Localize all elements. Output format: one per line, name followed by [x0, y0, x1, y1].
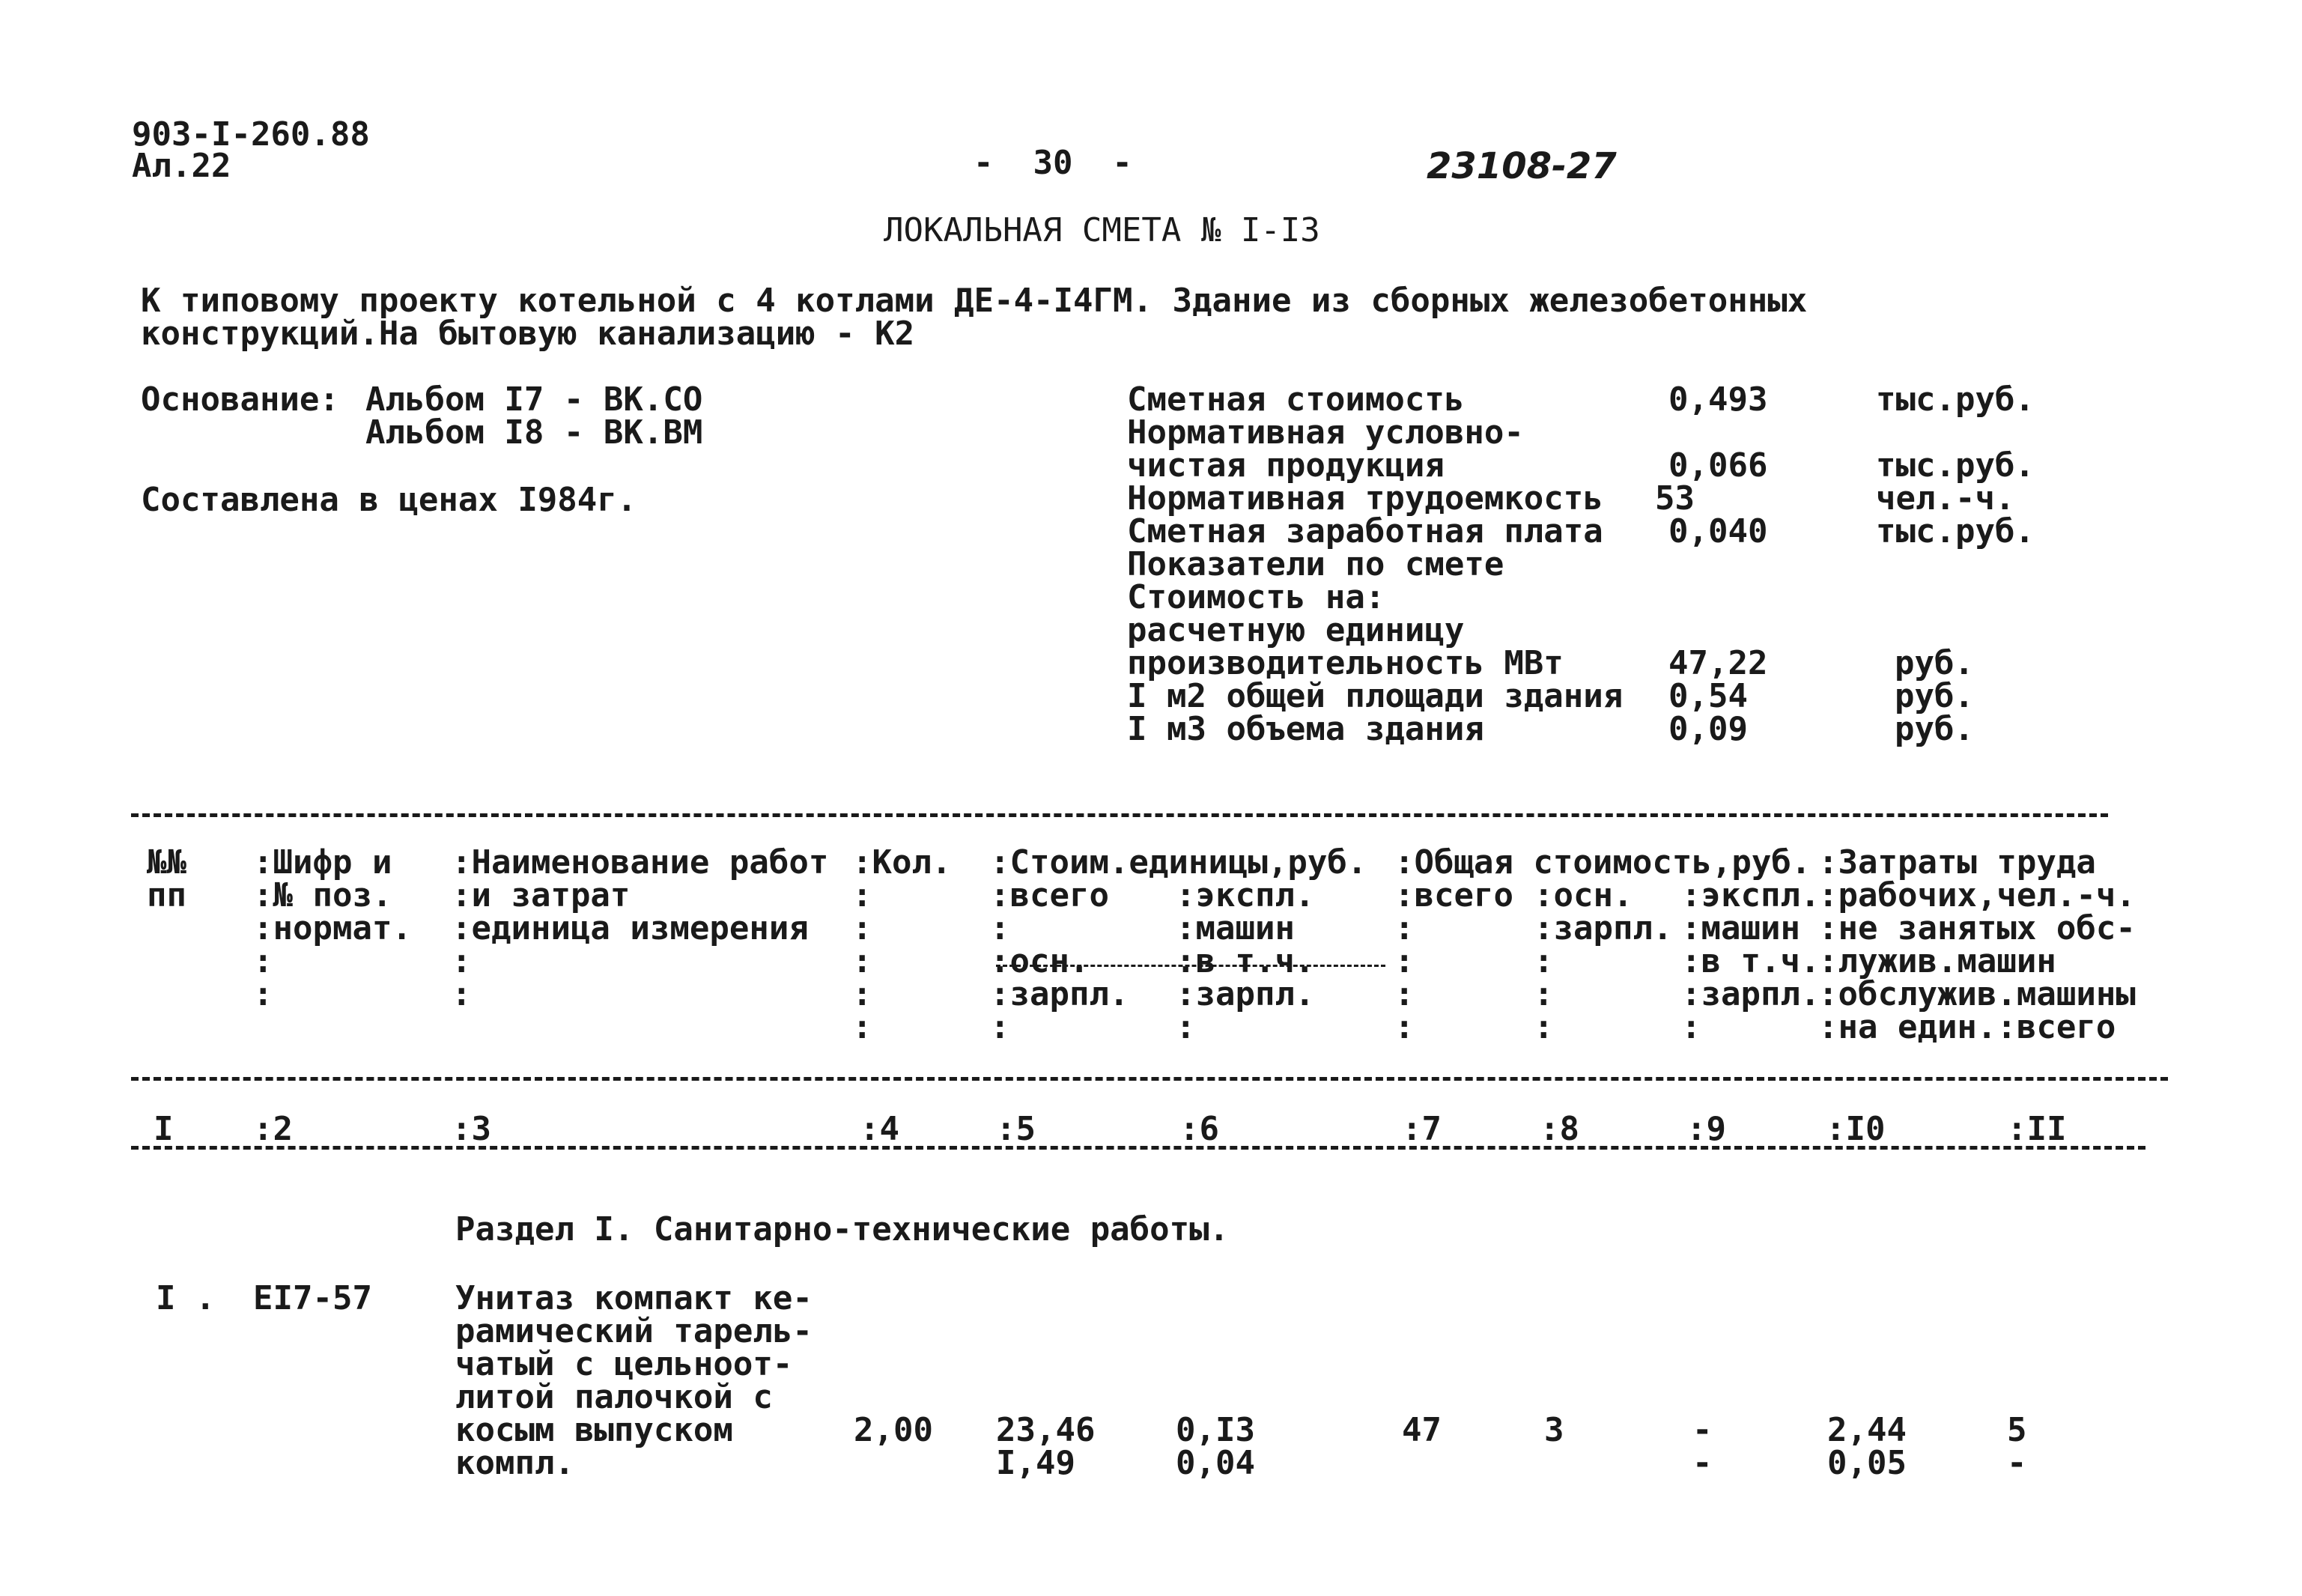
header-line: :на един.:всего — [1818, 1008, 2116, 1046]
header-line: :экспл. — [1176, 876, 1315, 914]
header-line: :нормат. — [253, 909, 412, 947]
summary-value: 47,22 — [1668, 644, 1768, 682]
header-line: :всего — [1394, 876, 1513, 914]
header-line: :зарпл. — [1176, 975, 1315, 1013]
header-line: : — [253, 942, 273, 980]
header-line: :лужив.машин — [1818, 942, 2056, 980]
summary-label: Сметная стоимость — [1127, 380, 1465, 419]
column-number: :I0 — [1826, 1110, 1886, 1148]
summary-value: 0,54 — [1668, 677, 1748, 715]
column-number: :7 — [1402, 1110, 1442, 1148]
summary-label: Нормативная трудоемкость — [1127, 479, 1603, 518]
header-line: : — [1394, 909, 1415, 947]
header-line: :Общая стоимость,руб. — [1394, 843, 1811, 882]
header-line: :зарпл. — [1534, 909, 1673, 947]
price-basis: Составлена в ценах I984г. — [141, 481, 637, 519]
row-unit-total: 23,46 — [996, 1411, 1096, 1449]
header-line: : — [452, 942, 472, 980]
header-line: №№ — [147, 843, 186, 882]
row-labor-unit-machines: 0,05 — [1827, 1444, 1907, 1482]
summary-unit: чел.-ч. — [1876, 479, 2015, 518]
header-line: : — [990, 909, 1010, 947]
intro-line-2: конструкций.На бытовую канализацию - К2 — [141, 315, 915, 353]
header-line: : — [1681, 1008, 1701, 1046]
row-unit-wage: I,49 — [996, 1444, 1075, 1482]
summary-unit: тыс.руб. — [1876, 512, 2035, 550]
header-line: :рабочих,чел.-ч. — [1818, 876, 2136, 914]
header-line: : — [1394, 1008, 1415, 1046]
row-name-line: рамический тарель- — [455, 1312, 813, 1350]
table-top-rule — [131, 813, 2108, 817]
header-line: :Кол. — [852, 843, 952, 882]
summary-value: 0,09 — [1668, 710, 1748, 748]
table-header-rule — [131, 1077, 2168, 1081]
header-line: :осн. — [990, 942, 1090, 980]
row-total-machines: - — [1692, 1411, 1713, 1449]
header-line: : — [1534, 975, 1554, 1013]
header-line: : — [852, 876, 872, 914]
header-line: :в т.ч. — [1681, 942, 1820, 980]
intro-line-1: К типовому проекту котельной с 4 котлами ДЕ-4-I4ГМ. Здание из сборных железобетонных — [141, 282, 1808, 320]
header-line: : — [253, 975, 273, 1013]
header-line: : — [990, 1008, 1010, 1046]
summary-value: 53 — [1655, 479, 1695, 518]
summary-label: I м3 объема здания — [1127, 710, 1484, 748]
header-line: :Стоим.единицы,руб. — [990, 843, 1367, 882]
column-number: :6 — [1179, 1110, 1219, 1148]
row-quantity: 2,00 — [854, 1411, 933, 1449]
album-number: Ал.22 — [132, 147, 231, 185]
summary-label: чистая продукция — [1127, 446, 1445, 485]
header-line: : — [452, 975, 472, 1013]
row-code: EI7-57 — [253, 1279, 372, 1317]
header-line: : — [1176, 1008, 1196, 1046]
row-name-line: чатый с цельноот- — [455, 1345, 793, 1383]
row-unit-machines: 0,I3 — [1176, 1411, 1255, 1449]
section-title: Раздел I. Санитарно-технические работы. — [455, 1210, 1230, 1248]
header-line: :обслужив.машины — [1818, 975, 2136, 1013]
summary-label: Стоимость на: — [1127, 578, 1385, 616]
header-line: :в т.ч. — [1176, 942, 1315, 980]
header-line: пп — [147, 876, 186, 914]
row-labor-total: 5 — [2007, 1411, 2027, 1449]
header-line: : — [1534, 1008, 1554, 1046]
row-labor-unit: 2,44 — [1827, 1411, 1907, 1449]
header-line: : — [852, 975, 872, 1013]
column-number: :2 — [253, 1110, 293, 1148]
column-number: :4 — [860, 1110, 899, 1148]
row-name-line: литой палочкой с — [455, 1378, 773, 1416]
summary-label: I м2 общей площади здания — [1127, 677, 1624, 715]
row-total-wage: 3 — [1544, 1411, 1564, 1449]
header-line: :машин — [1681, 909, 1800, 947]
row-name-line: косым выпуском — [455, 1411, 733, 1449]
header-line: : — [1394, 942, 1415, 980]
summary-unit: тыс.руб. — [1876, 380, 2035, 419]
row-labor-total-machines: - — [2007, 1444, 2027, 1482]
column-number: I — [154, 1110, 174, 1148]
basis-album-1: Альбом I7 - ВК.СО — [365, 380, 703, 419]
summary-label: Нормативная условно- — [1127, 413, 1524, 452]
document-code: 903-I-260.88 — [132, 115, 370, 154]
basis-label: Основание: — [141, 380, 339, 419]
summary-label: Сметная заработная плата — [1127, 512, 1603, 550]
header-line: :зарпл. — [990, 975, 1129, 1013]
summary-value: 0,040 — [1668, 512, 1768, 550]
summary-unit: тыс.руб. — [1876, 446, 2035, 485]
column-number: :3 — [452, 1110, 491, 1148]
row-total: 47 — [1402, 1411, 1442, 1449]
page-title: ЛОКАЛЬНАЯ СМЕТА № I-I3 — [884, 211, 1320, 249]
header-line: :№ поз. — [253, 876, 392, 914]
summary-value: 0,493 — [1668, 380, 1768, 419]
header-line: :Затраты труда — [1818, 843, 2096, 882]
column-number: :5 — [996, 1110, 1036, 1148]
header-line: :и затрат — [452, 876, 631, 914]
summary-label: расчетную единицу — [1127, 611, 1465, 649]
summary-unit: руб. — [1895, 644, 1974, 682]
summary-label: производительность МВт — [1127, 644, 1564, 682]
header-line: :всего — [990, 876, 1109, 914]
header-line: :не занятых обс- — [1818, 909, 2136, 947]
row-name-line: компл. — [455, 1444, 574, 1482]
header-line: : — [852, 909, 872, 947]
header-line: :единица измерения — [452, 909, 809, 947]
row-number: I . — [156, 1279, 216, 1317]
basis-album-2: Альбом I8 - ВК.ВМ — [365, 413, 703, 452]
header-line: : — [852, 1008, 872, 1046]
header-line: : — [1394, 975, 1415, 1013]
summary-unit: руб. — [1895, 677, 1974, 715]
summary-unit: руб. — [1895, 710, 1974, 748]
page-number: - 30 - — [974, 144, 1132, 182]
header-line: :Наименование работ — [452, 843, 829, 882]
column-number: :8 — [1540, 1110, 1579, 1148]
header-line: :машин — [1176, 909, 1295, 947]
row-total-machine-wage: - — [1692, 1444, 1713, 1482]
header-line: : — [852, 942, 872, 980]
column-number: :9 — [1686, 1110, 1726, 1148]
row-unit-machine-wage: 0,04 — [1176, 1444, 1255, 1482]
registration-stamp: 23108-27 — [1427, 145, 1617, 187]
summary-value: 0,066 — [1668, 446, 1768, 485]
header-line: :экспл. — [1681, 876, 1820, 914]
header-line: :зарпл. — [1681, 975, 1820, 1013]
header-line: :Шифр и — [253, 843, 392, 882]
summary-label: Показатели по смете — [1127, 545, 1504, 583]
header-line: : — [1534, 942, 1554, 980]
column-number: :II — [2007, 1110, 2067, 1148]
header-line: :осн. — [1534, 876, 1633, 914]
row-name-line: Унитаз компакт ке- — [455, 1279, 813, 1317]
